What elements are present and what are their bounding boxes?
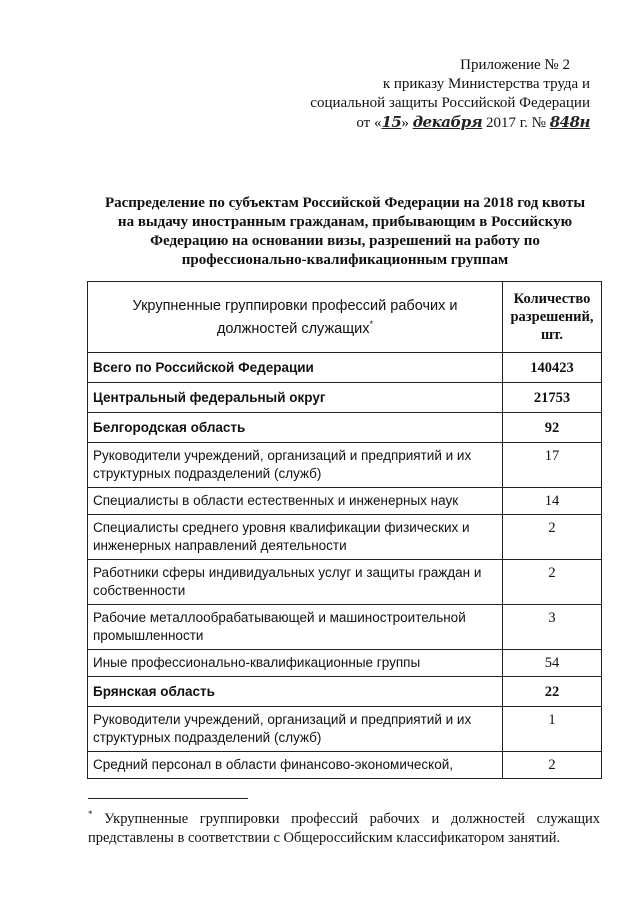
footnote-text: Укрупненные группировки профессий рабочих и должностей служащих представлены в соответствии с Общероссийским классификатором занятий. (88, 810, 600, 846)
handwritten-month: декабря (412, 113, 483, 131)
table-row (88, 650, 602, 677)
date-year: 2017 г. № (482, 115, 550, 131)
row-count-cell: 2 (503, 560, 602, 605)
header-count-cell: Количество разрешений, шт. (503, 282, 602, 353)
table-row (88, 488, 602, 515)
document-heading: Распределение по субъектам Российской Федерации на 2018 год квоты на выдачу иностранным гражданам, прибывающим в Российскую Федерацию на основании визы, разрешений на работу по профессионально-квалификационным группам (104, 195, 586, 268)
row-name-cell: Работники сферы индивидуальных услуг и защиты граждан и собственности (88, 560, 503, 605)
row-count-cell: 2 (503, 515, 602, 560)
table-header-row (88, 282, 602, 353)
table-row (88, 413, 602, 443)
row-name-cell: Всего по Российской Федерации (88, 353, 503, 383)
date-mid: » (401, 115, 409, 131)
row-name-cell: Средний персонал в области финансово-экономической, (88, 752, 503, 779)
table-row (88, 560, 602, 605)
row-name-cell: Специалисты среднего уровня квалификации физических и инженерных направлений деятельности (88, 515, 503, 560)
row-count-cell: 17 (503, 443, 602, 488)
row-count-cell: 92 (503, 413, 602, 443)
date-prefix: от « (356, 115, 382, 131)
appendix-block (290, 56, 590, 133)
row-name-cell: Иные профессионально-квалификационные группы (88, 650, 503, 677)
table-row (88, 443, 602, 488)
table-row (88, 752, 602, 779)
appendix-date-line (290, 113, 590, 133)
appendix-line-2: социальной защиты Российской Федерации (310, 95, 590, 111)
quota-table (87, 281, 602, 779)
row-count-cell: 54 (503, 650, 602, 677)
row-count-cell: 1 (503, 707, 602, 752)
appendix-line-1: к приказу Министерства труда и (382, 76, 590, 92)
header-name-cell: Укрупненные группировки профессий рабочих и должностей служащих* (88, 282, 503, 353)
table-row (88, 677, 602, 707)
row-count-cell: 14 (503, 488, 602, 515)
handwritten-number: 848н (549, 113, 590, 131)
row-name-cell: Белгородская область (88, 413, 503, 443)
table-body (88, 353, 602, 779)
row-name-cell: Специалисты в области естественных и инженерных наук (88, 488, 503, 515)
table-row (88, 515, 602, 560)
handwritten-day: 15 (381, 113, 402, 131)
row-name-cell: Брянская область (88, 677, 503, 707)
table-row (88, 383, 602, 413)
row-name-cell: Рабочие металлообрабатывающей и машиностроительной промышленности (88, 605, 503, 650)
row-count-cell: 2 (503, 752, 602, 779)
header-footnote-mark: * (369, 318, 374, 329)
footnote (88, 805, 600, 848)
appendix-title: Приложение № 2 (460, 57, 570, 73)
row-count-cell: 3 (503, 605, 602, 650)
row-name-cell: Руководители учреждений, организаций и предприятий и их структурных подразделений (служб) (88, 443, 503, 488)
row-name-cell: Центральный федеральный округ (88, 383, 503, 413)
row-count-cell: 21753 (503, 383, 602, 413)
table-row (88, 353, 602, 383)
row-count-cell: 140423 (503, 353, 602, 383)
row-name-cell: Руководители учреждений, организаций и предприятий и их структурных подразделений (служб) (88, 707, 503, 752)
table-row (88, 707, 602, 752)
table-row (88, 605, 602, 650)
footnote-mark: * (88, 809, 93, 819)
row-count-cell: 22 (503, 677, 602, 707)
footnote-divider (88, 798, 248, 799)
